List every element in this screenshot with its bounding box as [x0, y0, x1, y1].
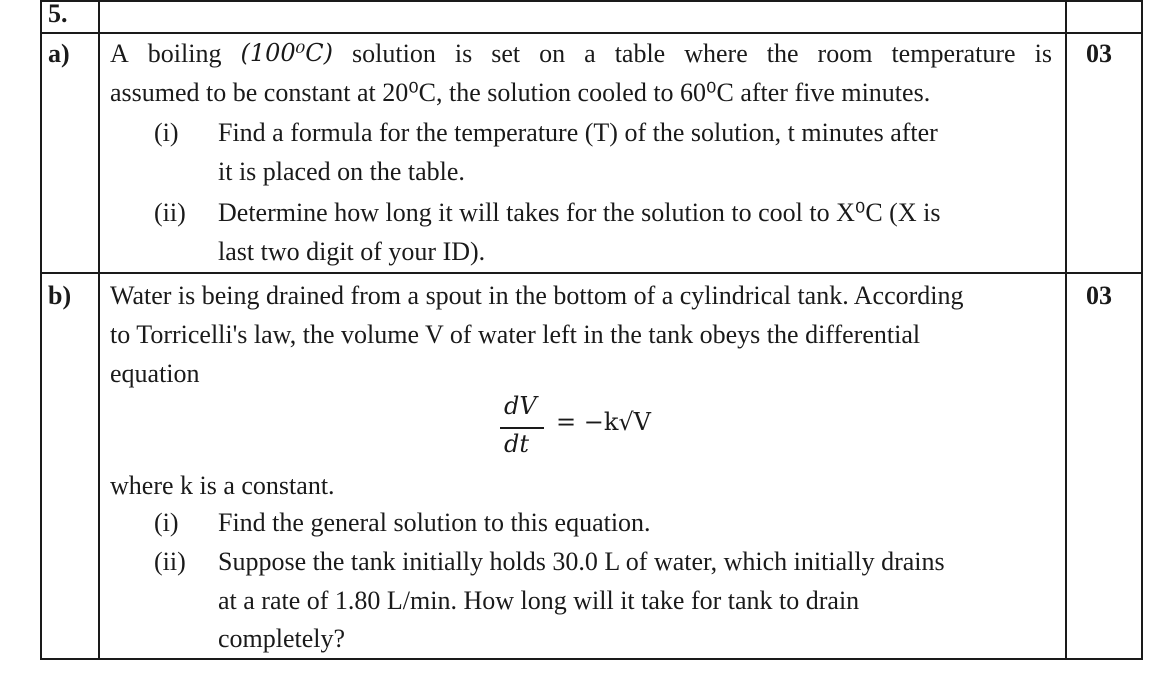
word: table [614, 39, 666, 68]
column-divider-label [98, 0, 100, 660]
equation-rhs: = −k√V [556, 408, 652, 436]
question-number: 5. [48, 0, 68, 28]
part-b-item-ii-number: (ii) [154, 547, 186, 576]
part-b-item-i-number: (i) [154, 508, 179, 537]
torricelli-equation [500, 392, 690, 464]
word: the [766, 39, 799, 68]
word: a [584, 39, 596, 68]
word: is [1034, 39, 1052, 68]
equation-denominator: dt [504, 430, 530, 458]
part-a-item-ii-number: (ii) [154, 198, 186, 227]
word: (100⁰C) [240, 39, 334, 67]
row-divider-parts [40, 272, 1143, 274]
part-a-label: a) [48, 39, 70, 68]
question-table [40, 0, 1143, 660]
column-divider-marks [1065, 0, 1067, 660]
word: boiling [147, 39, 222, 68]
word: set [491, 39, 521, 68]
word: A [110, 39, 129, 68]
equation-numerator: dV [504, 392, 537, 420]
part-a-item-i-line2: it is placed on the table. [218, 157, 465, 186]
word: temperature [891, 39, 1016, 68]
part-b-stem-line1: Water is being drained from a spout in the bottom of a cylindrical tank. According [110, 281, 964, 310]
part-b-stem-line2: to Torricelli's law, the volume V of water left in the tank obeys the differential [110, 320, 921, 349]
word: solution [352, 39, 436, 68]
part-b-stem-line3: equation [110, 359, 200, 388]
part-b-item-ii-line1: Suppose the tank initially holds 30.0 L of water, which initially drains [218, 547, 945, 576]
part-b-item-ii-line3: completely? [218, 624, 346, 653]
word: room [817, 39, 873, 68]
part-b-marks: 03 [1086, 281, 1112, 310]
part-a-item-ii-line1: Determine how long it will takes for the solution to cool to X⁰C (X is [218, 198, 941, 227]
table-border-left [40, 0, 42, 660]
table-border-bottom [40, 658, 1143, 660]
part-b-item-i-line1: Find the general solution to this equation. [218, 508, 651, 537]
fraction-bar [500, 427, 544, 429]
word: is [454, 39, 473, 68]
part-b-after-equation: where k is a constant. [110, 471, 335, 500]
part-b-label: b) [48, 281, 72, 310]
table-border-top [40, 0, 1143, 2]
part-a-marks: 03 [1086, 39, 1112, 68]
word: on [539, 39, 566, 68]
word: where [684, 39, 748, 68]
table-border-right [1141, 0, 1143, 660]
part-a-item-i-line1: Find a formula for the temperature (T) of the solution, t minutes after [218, 118, 938, 147]
part-b-item-ii-line2: at a rate of 1.80 L/min. How long will it take for tank to drain [218, 586, 860, 615]
part-a-stem-line1 [110, 34, 1052, 73]
part-a-stem-line2: assumed to be constant at 20⁰C, the solution cooled to 60⁰C after five minutes. [110, 78, 931, 107]
part-a-item-i-number: (i) [154, 118, 179, 147]
part-a-item-ii-line2: last two digit of your ID). [218, 237, 486, 266]
